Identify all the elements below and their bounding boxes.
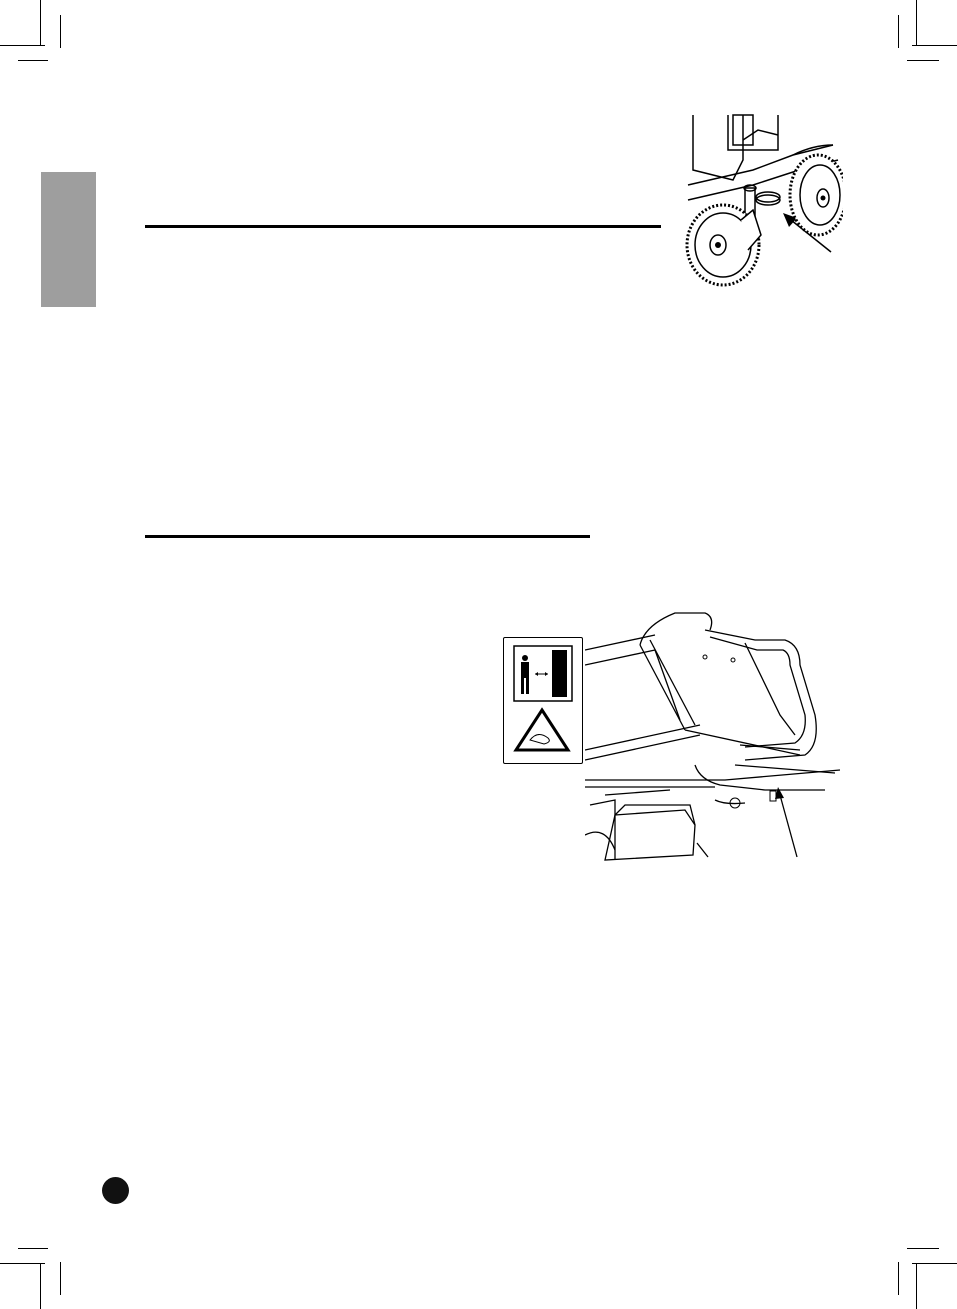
crop-mark	[18, 60, 48, 61]
crop-mark	[898, 15, 899, 48]
crop-mark	[0, 1263, 45, 1264]
handle-frame-illustration	[585, 605, 845, 865]
crop-mark	[18, 1248, 48, 1249]
section-rule	[145, 225, 661, 228]
crop-mark	[912, 45, 957, 46]
crop-mark	[907, 60, 939, 61]
crop-mark	[60, 1262, 61, 1295]
safety-decal-card	[503, 637, 583, 764]
crop-mark	[912, 1263, 957, 1264]
crop-mark	[916, 0, 917, 45]
keep-distance-safety-decal	[504, 638, 582, 763]
crop-mark	[898, 1262, 899, 1295]
page-number-dot	[102, 1177, 129, 1204]
crop-mark	[40, 1263, 41, 1309]
crop-mark	[907, 1248, 939, 1249]
crop-mark	[40, 0, 41, 45]
crop-mark	[60, 15, 61, 48]
wheel-caster-illustration	[683, 110, 843, 290]
section-rule	[145, 535, 590, 538]
crop-mark	[0, 45, 45, 46]
crop-mark	[916, 1263, 917, 1309]
language-side-tab	[41, 172, 96, 307]
